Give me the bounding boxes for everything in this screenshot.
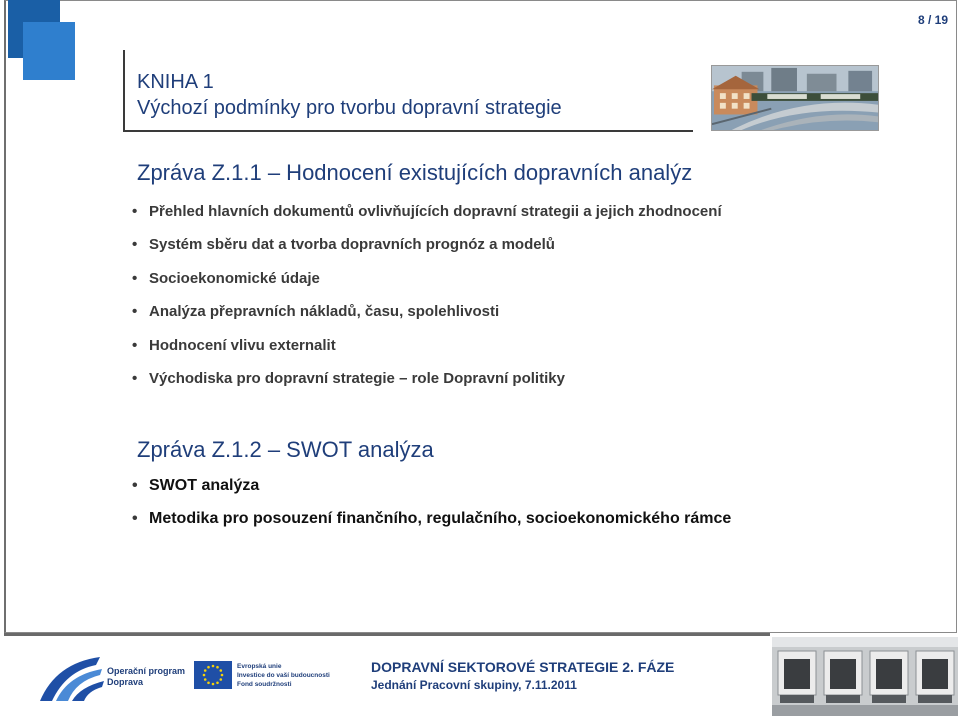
bullet-list-2	[132, 476, 731, 543]
footer-divider	[4, 633, 770, 636]
eu-logo-line2: Investice do vaší budoucnosti	[237, 672, 330, 679]
list-item: • Analýza přepravních nákladů, času, spolehlivosti	[132, 302, 722, 335]
eu-logo-line1: Evropská unie	[237, 663, 282, 670]
section-heading-1: Zpráva Z.1.1 – Hodnocení existujících dopravních analýz	[137, 160, 693, 185]
list-item: • SWOT analýza	[132, 476, 731, 509]
decor-square-light	[23, 22, 75, 80]
list-item: • Systém sběru dat a tvorba dopravních prognóz a modelů	[132, 235, 722, 268]
eu-flag-icon	[194, 661, 232, 689]
list-item: • Východiska pro dopravní strategie – role Dopravní politiky	[132, 369, 722, 402]
book-title-line1: KNIHA 1	[137, 71, 214, 93]
list-item: • Hodnocení vlivu externalit	[132, 336, 722, 369]
decor-vertical-line	[123, 50, 125, 132]
loading-docks-photo	[772, 637, 958, 716]
list-item: • Metodika pro posouzení finančního, regulačního, socioekonomického rámce	[132, 509, 731, 542]
decor-horizontal-line	[123, 130, 693, 132]
op-logo-line2: Doprava	[107, 677, 144, 687]
eu-logo-line3: Fond soudržnosti	[237, 681, 292, 688]
section-heading-2: Zpráva Z.1.2 – SWOT analýza	[137, 437, 434, 462]
book-title	[137, 69, 562, 121]
list-item: • Socioekonomické údaje	[132, 269, 722, 302]
bullet-list-1	[132, 202, 722, 402]
operational-programme-text	[107, 666, 185, 688]
train-photo	[711, 65, 879, 131]
footer-subtitle: Jednání Pracovní skupiny, 7.11.2011	[371, 678, 577, 692]
op-logo-line1: Operační program	[107, 666, 186, 676]
page-number: 8 / 19	[917, 13, 948, 27]
footer-title: DOPRAVNÍ SEKTOROVÉ STRATEGIE 2. FÁZE	[371, 659, 675, 675]
book-title-line2: Výchozí podmínky pro tvorbu dopravní strategie	[137, 97, 562, 119]
list-item: • Přehled hlavních dokumentů ovlivňujících dopravní strategii a jejich zhodnocení	[132, 202, 722, 235]
eu-logo-text	[237, 662, 330, 689]
